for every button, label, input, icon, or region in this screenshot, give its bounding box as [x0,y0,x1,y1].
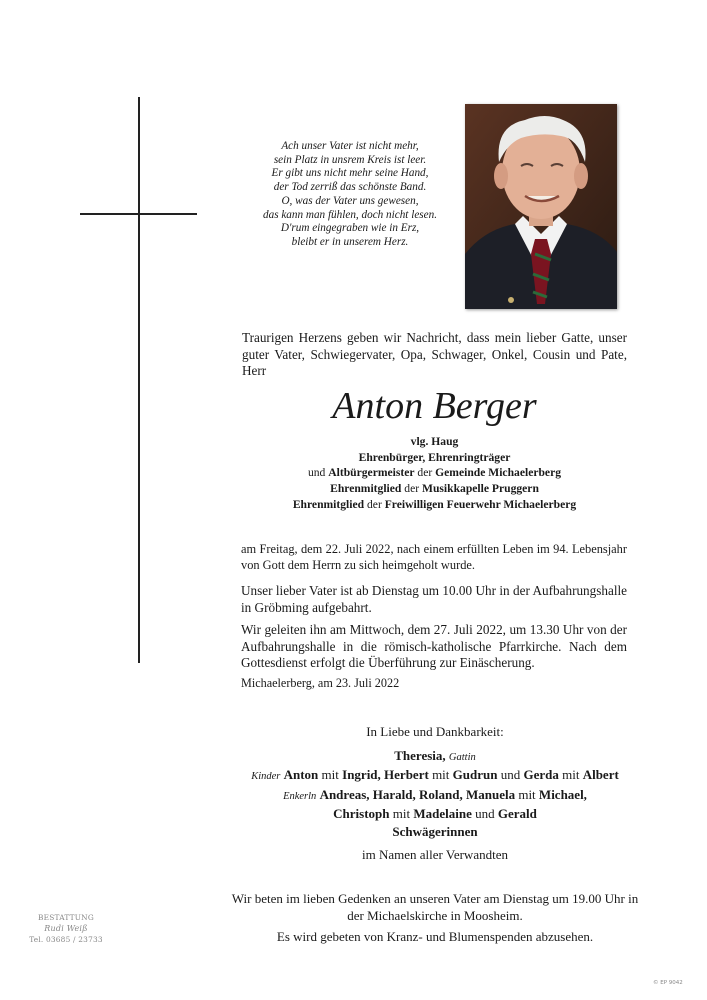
honor-line: Ehrenmitglied der Freiwilligen Feuerwehr Michaelerberg [292,497,577,511]
poem-line: das kann man fühlen, doch nicht lesen. [263,208,437,221]
cross-vertical-bar [138,97,140,663]
honor-line: und Altbürgermeister der Gemeinde Michaelerberg [307,466,562,480]
grandchildren-line: Enkerln Andreas, Harald, Roland, Manuela mit Michael, [283,786,587,802]
undertaker-title: BESTATTUNG [38,913,94,922]
poem-line: sein Platz in unsrem Kreis ist leer. [273,153,427,166]
poem-line: Er gibt uns nicht mehr seine Hand, [271,167,429,180]
announcement-intro: Traurigen Herzens geben wir Nachricht, dass mein lieber Gatte, unser guter Vater, Schwiegervater, Opa, Schwager, Onkel, Cousin und Pate, Herr [242,330,627,378]
closing-block [230,891,640,946]
print-code: © EP 9042 [653,980,683,986]
death-paragraph: am Freitag, dem 22. Juli 2022, nach einem erfüllten Leben im 94. Lebensjahr von Gott dem Herrn zu sich heimgeholt wurde. [241,542,627,572]
funeral-paragraph: Wir geleiten ihn am Mittwoch, dem 27. Juli 2022, um 13.30 Uhr von der Aufbahrungshalle in die römisch-katholische Pfarrkirche. Nach dem Gottesdienst erfolgt die Überführung zur Einäscherung. [241,622,627,670]
poem-line: Ach unser Vater ist nicht mehr, [281,140,419,152]
portrait-photo [465,104,617,309]
siblings-in-law: Schwägerinnen [392,823,478,839]
portrait-illustration [465,104,617,309]
undertaker-stamp [25,913,107,945]
cross-horizontal-bar [80,213,197,215]
honors-block [242,434,627,513]
viewing-paragraph: Unser lieber Vater ist ab Dienstag um 10.00 Uhr in der Aufbahrungshalle in Gröbming aufgebahrt. [241,583,627,615]
children-line: Kinder Anton mit Ingrid, Herbert mit Gudrun und Gerda mit Albert [251,767,619,783]
flowers-request: Es wird gebeten von Kranz- und Blumenspenden abzusehen. [276,929,594,945]
poem-line: D'rum eingegraben wie in Erz, [280,222,420,235]
prayer-notice: Wir beten im lieben Gedenken an unseren Vater am Dienstag um 19.00 Uhr in der Michaelskirche in Moosheim. [231,891,639,923]
poem-line: der Tod zerriß das schönste Band. [273,181,427,194]
deceased-name: Anton Berger [332,385,537,427]
honor-line: Ehrenbürger, Ehrenringträger [358,450,511,464]
relatives-line: im Namen aller Verwandten [362,846,508,862]
poem-line: bleibt er in unserem Herz. [291,235,409,248]
poem-line: O, was der Vater uns gewesen, [281,194,419,207]
undertaker-name: Rudi Weiß [44,923,88,933]
memorial-poem [250,140,450,250]
honor-line: Ehrenmitglied der Musikkapelle Pruggern [330,482,539,496]
place-date: Michaelerberg, am 23. Juli 2022 [241,676,400,690]
mourners-block [230,723,640,863]
grandchildren-line-2: Christoph mit Madelaine und Gerald [333,806,537,822]
undertaker-phone: Tel. 03685 / 23733 [29,934,103,944]
mourners-heading: In Liebe und Dankbarkeit: [366,724,504,739]
vulgo-name: vlg. Haug [410,435,459,448]
wife-line: Theresia, Gattin [394,747,476,763]
